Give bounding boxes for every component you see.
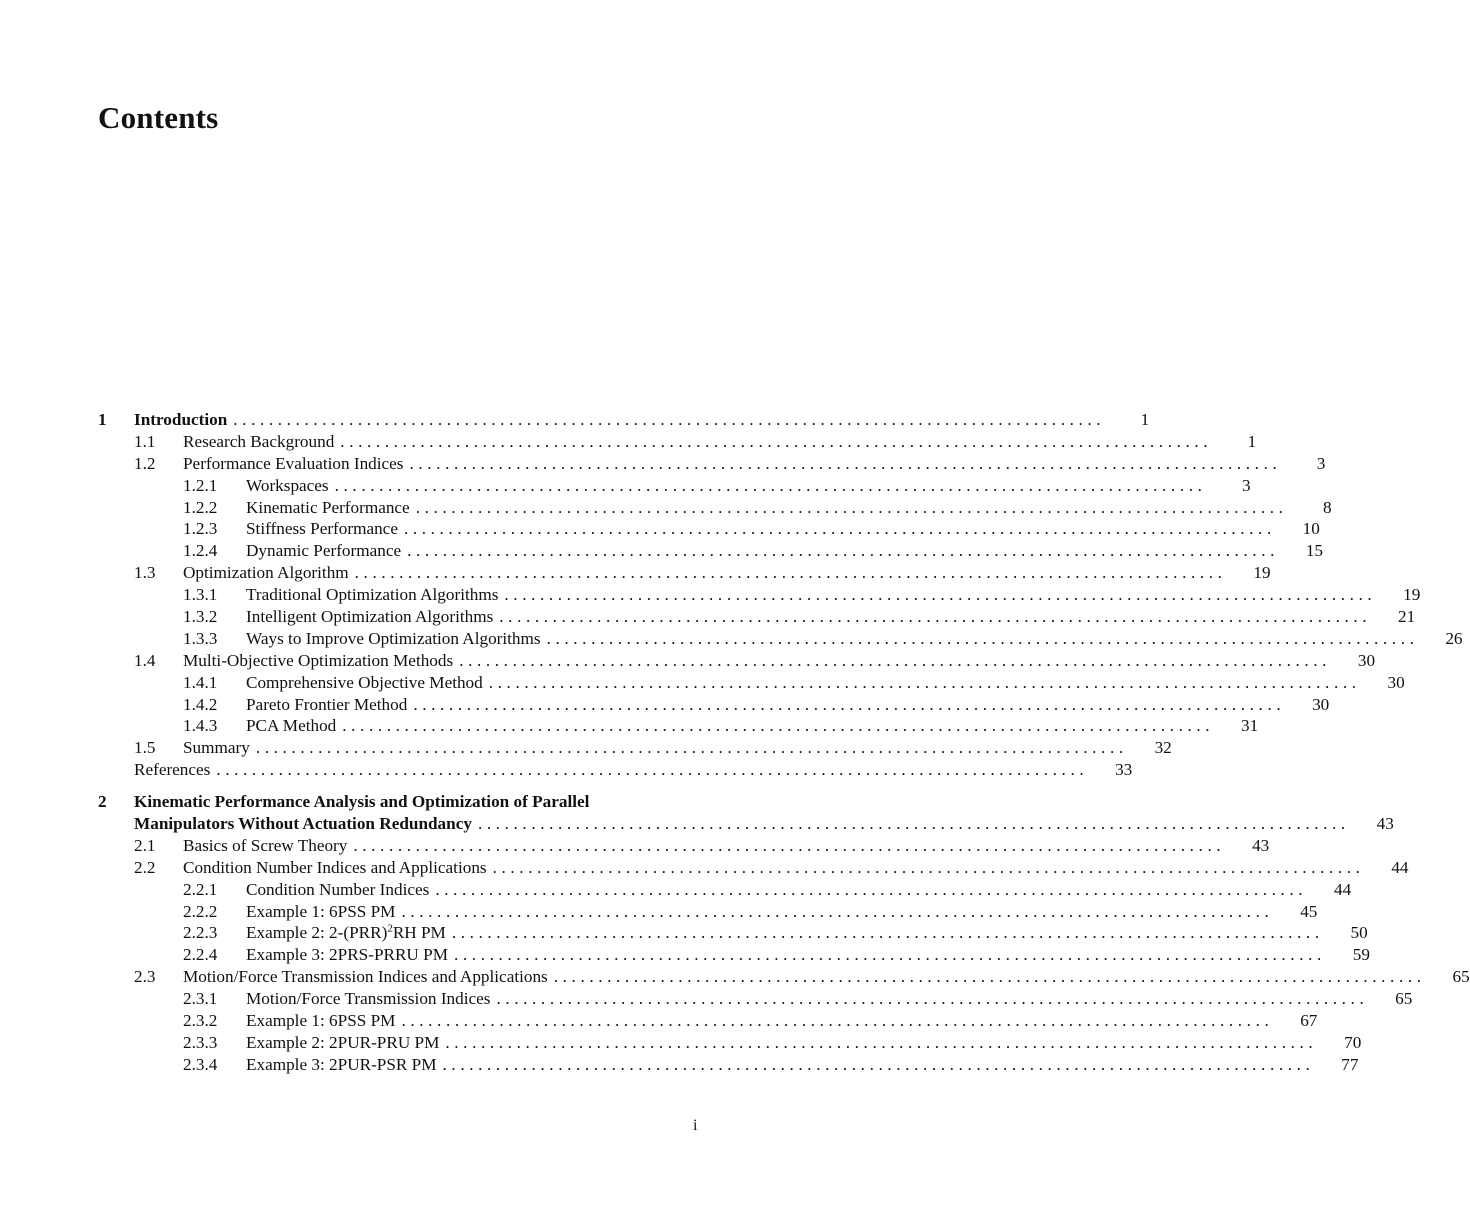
section-number: 1.1 bbox=[134, 431, 156, 451]
page-ref: 77 bbox=[1341, 1054, 1359, 1074]
subsection-number: 2.3.3 bbox=[183, 1032, 218, 1052]
dot-leader: .................................................................................................. bbox=[233, 410, 1106, 429]
page-ref: 1 bbox=[1140, 410, 1150, 429]
subsection-number: 2.2.1 bbox=[183, 879, 218, 899]
toc-chapter-2-line2[interactable] bbox=[98, 813, 1394, 835]
section-number: 2.2 bbox=[134, 857, 156, 877]
dot-leader: .................................................................................................. bbox=[499, 607, 1372, 627]
toc-section-1-1[interactable] bbox=[98, 431, 1257, 453]
toc-subsection-2-2-2[interactable] bbox=[98, 901, 1318, 923]
subsection-number: 1.3.1 bbox=[183, 585, 218, 605]
chapter-title-line2: Manipulators Without Actuation Redundancy bbox=[134, 814, 472, 834]
subsection-title: Dynamic Performance bbox=[246, 541, 402, 561]
dot-leader: .................................................................................................. bbox=[354, 563, 1227, 583]
page-ref: 65 bbox=[1452, 967, 1470, 987]
toc-section-2-2[interactable] bbox=[98, 857, 1409, 879]
section-title: Summary bbox=[183, 738, 250, 758]
page-ref: 30 bbox=[1312, 694, 1330, 714]
toc-subsection-1-2-3[interactable] bbox=[98, 518, 1320, 540]
toc-section-2-3[interactable] bbox=[98, 966, 1470, 988]
dot-leader: .................................................................................................. bbox=[504, 585, 1377, 605]
dot-leader: .................................................................................................. bbox=[255, 738, 1128, 758]
subsection-number: 2.3.4 bbox=[183, 1054, 218, 1074]
toc-section-2-1[interactable] bbox=[98, 835, 1270, 857]
page-ref: 10 bbox=[1302, 519, 1320, 539]
chapter-number: 1 bbox=[98, 410, 107, 429]
subsection-title: PCA Method bbox=[246, 716, 337, 736]
dot-leader: .................................................................................................. bbox=[415, 497, 1288, 517]
section-title: Multi-Objective Optimization Methods bbox=[183, 650, 454, 670]
toc-chapter-2-line1[interactable] bbox=[98, 791, 704, 813]
subsection-title: Pareto Frontier Method bbox=[246, 694, 408, 714]
page-ref: 21 bbox=[1398, 607, 1416, 627]
toc-subsection-1-2-1[interactable] bbox=[98, 475, 1251, 497]
page-ref: 44 bbox=[1391, 857, 1409, 877]
page-ref: 3 bbox=[1241, 475, 1251, 495]
section-title: Condition Number Indices and Applications bbox=[183, 857, 487, 877]
subsection-title: Example 2: 2PUR-PRU PM bbox=[246, 1032, 440, 1052]
subsection-number: 1.2.2 bbox=[183, 497, 218, 517]
dot-leader: .................................................................................................. bbox=[407, 541, 1280, 561]
subsection-title: Stiffness Performance bbox=[246, 519, 398, 539]
subsection-title: Comprehensive Objective Method bbox=[246, 672, 483, 692]
subsection-number: 1.4.3 bbox=[183, 716, 218, 736]
page-ref: 43 bbox=[1376, 814, 1394, 834]
section-number: 2.3 bbox=[134, 967, 156, 987]
subsection-title: Condition Number Indices bbox=[246, 879, 430, 899]
page-ref: 30 bbox=[1357, 650, 1376, 670]
subsection-number: 1.4.1 bbox=[183, 672, 218, 692]
dot-leader: .................................................................................................. bbox=[454, 945, 1326, 965]
toc-subsection-2-2-3[interactable] bbox=[98, 922, 1368, 944]
dot-leader: .................................................................................................. bbox=[334, 475, 1207, 495]
subsection-number: 2.3.1 bbox=[183, 989, 218, 1009]
dot-leader: .................................................................................................. bbox=[413, 694, 1286, 714]
dot-leader: .................................................................................................. bbox=[340, 431, 1213, 451]
page-ref: 45 bbox=[1300, 901, 1318, 921]
title-superscript: 2 bbox=[387, 922, 393, 935]
page-ref: 70 bbox=[1344, 1032, 1362, 1052]
page-ref: 59 bbox=[1352, 945, 1370, 965]
page-ref: 26 bbox=[1445, 628, 1463, 648]
section-number: 1.5 bbox=[134, 738, 156, 758]
page-ref: 32 bbox=[1154, 738, 1172, 758]
dot-leader: .................................................................................................. bbox=[445, 1032, 1318, 1052]
subsection-title: Example 1: 6PSS PM bbox=[246, 1011, 396, 1031]
subsection-number: 1.2.1 bbox=[183, 475, 218, 495]
section-title: Research Background bbox=[183, 431, 335, 451]
dot-leader: .................................................................................................. bbox=[546, 628, 1419, 648]
toc-subsection-1-2-4[interactable] bbox=[98, 540, 1324, 562]
subsection-number: 1.2.3 bbox=[183, 519, 218, 539]
section-title: Motion/Force Transmission Indices and Applications bbox=[183, 967, 548, 987]
page-ref: 65 bbox=[1395, 989, 1413, 1009]
dot-leader: .................................................................................................. bbox=[459, 650, 1332, 670]
page-ref: 44 bbox=[1334, 879, 1352, 899]
toc-subsection-2-3-4[interactable] bbox=[98, 1054, 1359, 1076]
subsection-number: 2.2.4 bbox=[183, 945, 218, 965]
dot-leader: .................................................................................................. bbox=[477, 814, 1350, 834]
chapter-number: 2 bbox=[98, 792, 107, 812]
subsection-number: 2.3.2 bbox=[183, 1011, 218, 1031]
section-title: Optimization Algorithm bbox=[183, 563, 349, 583]
references-title: References bbox=[134, 760, 211, 780]
subsection-title: Intelligent Optimization Algorithms bbox=[246, 607, 494, 627]
toc-chapter-1[interactable] bbox=[98, 409, 1150, 431]
subsection-number: 2.2.2 bbox=[183, 901, 218, 921]
toc-section-1-3[interactable] bbox=[98, 562, 1271, 584]
dot-leader: .................................................................................................. bbox=[342, 716, 1215, 736]
table-of-contents bbox=[98, 409, 1470, 1076]
page-ref: 43 bbox=[1252, 835, 1270, 855]
toc-references-1[interactable] bbox=[98, 759, 1133, 781]
title-part-a: Example 2: 2-(PRR) bbox=[246, 923, 388, 943]
chapter-title: Introduction bbox=[134, 410, 228, 429]
page-number: i bbox=[693, 1117, 698, 1134]
toc-subsection-1-3-3[interactable] bbox=[98, 628, 1463, 650]
toc-section-1-2[interactable] bbox=[98, 453, 1326, 475]
toc-subsection-1-4-3[interactable] bbox=[98, 715, 1259, 737]
subsection-title: Workspaces bbox=[246, 475, 329, 495]
toc-section-1-5[interactable] bbox=[98, 737, 1172, 759]
section-title: Performance Evaluation Indices bbox=[183, 453, 404, 473]
page-ref: 19 bbox=[1253, 563, 1271, 583]
toc-subsection-1-3-2[interactable] bbox=[98, 606, 1416, 628]
subsection-number: 1.2.4 bbox=[183, 541, 218, 561]
subsection-title bbox=[246, 922, 452, 944]
subsection-number: 1.3.3 bbox=[183, 628, 218, 648]
page-ref: 19 bbox=[1403, 585, 1421, 605]
toc-subsection-2-3-1[interactable] bbox=[98, 988, 1413, 1010]
dot-leader: .................................................................................................. bbox=[442, 1054, 1315, 1074]
dot-leader: .................................................................................................. bbox=[492, 857, 1365, 877]
dot-leader: .................................................................................................. bbox=[409, 453, 1282, 473]
page-ref: 67 bbox=[1300, 1011, 1318, 1031]
title-part-b: RH PM bbox=[392, 923, 446, 943]
page-ref: 3 bbox=[1316, 453, 1326, 473]
page-title: Contents bbox=[98, 100, 219, 135]
page-ref: 33 bbox=[1115, 760, 1133, 780]
subsection-number: 1.4.2 bbox=[183, 694, 218, 714]
dot-leader: .................................................................................................. bbox=[451, 923, 1324, 943]
subsection-number: 2.2.3 bbox=[183, 923, 218, 943]
subsection-title: Traditional Optimization Algorithms bbox=[246, 585, 499, 605]
toc-subsection-2-2-1[interactable] bbox=[98, 879, 1352, 901]
toc-subsection-2-3-3[interactable] bbox=[98, 1032, 1362, 1054]
dot-leader: .................................................................................................. bbox=[403, 519, 1276, 539]
section-title: Basics of Screw Theory bbox=[183, 835, 348, 855]
subsection-title: Example 3: 2PUR-PSR PM bbox=[246, 1054, 437, 1074]
chapter-title-line1: Kinematic Performance Analysis and Optimization of Parallel bbox=[134, 792, 590, 812]
section-number: 2.1 bbox=[134, 835, 156, 855]
page-ref: 50 bbox=[1350, 923, 1368, 943]
dot-leader: .................................................................................................. bbox=[401, 901, 1274, 921]
toc-subsection-2-2-4[interactable] bbox=[98, 944, 1370, 966]
dot-leader: .................................................................................................. bbox=[353, 835, 1226, 855]
subsection-title: Example 1: 6PSS PM bbox=[246, 901, 396, 921]
dot-leader: .................................................................................................. bbox=[435, 879, 1308, 899]
section-number: 1.4 bbox=[134, 650, 156, 670]
subsection-number: 1.3.2 bbox=[183, 607, 218, 627]
dot-leader: .................................................................................................. bbox=[553, 967, 1426, 987]
toc-subsection-1-4-1[interactable] bbox=[98, 672, 1405, 694]
dot-leader: .................................................................................................. bbox=[216, 760, 1089, 780]
page-ref: 31 bbox=[1240, 716, 1259, 736]
dot-leader: .................................................................................................. bbox=[496, 989, 1369, 1009]
toc-subsection-1-3-1[interactable] bbox=[98, 584, 1421, 606]
page-ref: 30 bbox=[1387, 672, 1405, 692]
toc-subsection-1-2-2[interactable] bbox=[98, 497, 1332, 519]
subsection-title: Ways to Improve Optimization Algorithms bbox=[246, 628, 541, 648]
section-number: 1.3 bbox=[134, 563, 156, 583]
toc-subsection-2-3-2[interactable] bbox=[98, 1010, 1318, 1032]
toc-subsection-1-4-2[interactable] bbox=[98, 694, 1330, 716]
page-ref: 8 bbox=[1323, 497, 1332, 517]
section-number: 1.2 bbox=[134, 453, 156, 473]
subsection-title: Motion/Force Transmission Indices bbox=[246, 989, 491, 1009]
dot-leader: .................................................................................................. bbox=[488, 672, 1361, 692]
page-ref: 15 bbox=[1305, 541, 1324, 561]
subsection-title: Kinematic Performance bbox=[246, 497, 410, 517]
dot-leader: .................................................................................................. bbox=[401, 1011, 1274, 1031]
subsection-title: Example 3: 2PRS-PRRU PM bbox=[246, 945, 448, 965]
toc-section-1-4[interactable] bbox=[98, 650, 1376, 672]
page-ref: 1 bbox=[1247, 431, 1257, 451]
